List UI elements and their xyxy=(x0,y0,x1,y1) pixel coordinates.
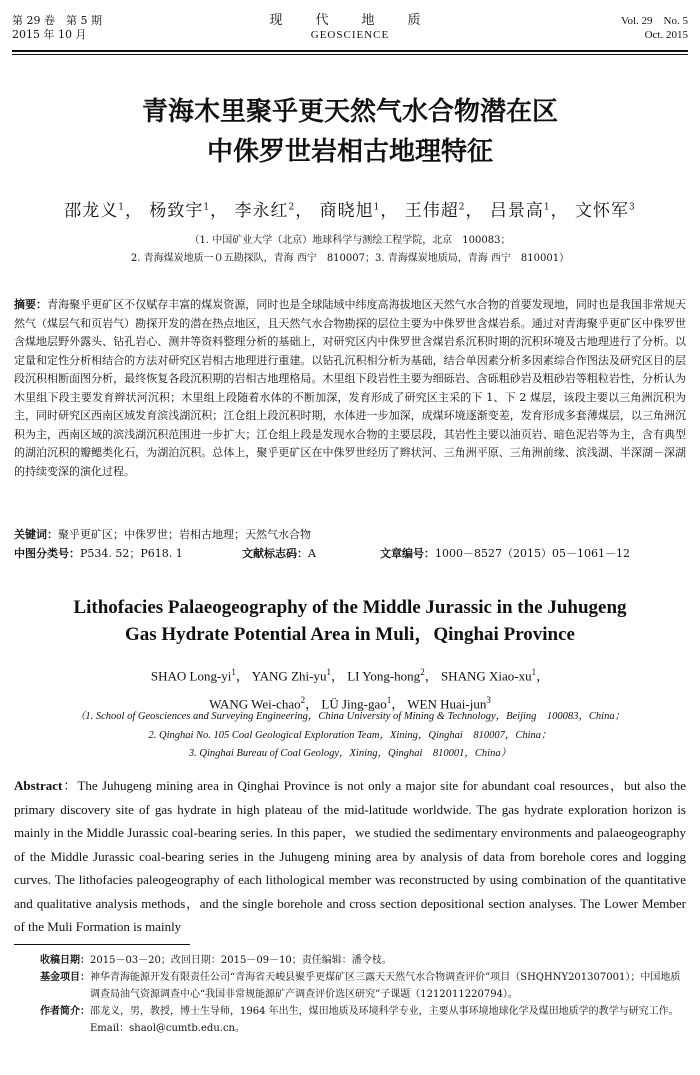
title-en-line: Gas Hydrate Potential Area in Muli，Qinghai Province xyxy=(124,624,575,645)
footnote-label: 基金项目： xyxy=(40,972,90,983)
keywords-text: 聚乎更矿区；中侏罗世；岩相古地理；天然气水合物 xyxy=(58,528,311,541)
title-cn xyxy=(0,92,700,172)
keywords-cn xyxy=(14,526,686,542)
header-rule-thin xyxy=(12,54,688,55)
doc-code-label: 文献标志码： xyxy=(242,547,308,560)
footnote-funding xyxy=(40,969,682,1003)
volume-issue-cn: 第 29 卷 第 5 期 xyxy=(12,14,102,27)
affiliation-line: 2. 青海煤炭地质一０五勘探队，青海 西宁 810007；3. 青海煤炭地质局，青海 西宁 810001） xyxy=(130,253,570,264)
title-en-line: Lithofacies Palaeogeography of the Middle Jurassic in the Juhugeng xyxy=(73,597,627,618)
doc-code-value: A xyxy=(308,547,316,560)
clc-value: P534. 52；P618. 1 xyxy=(80,547,183,560)
author-affil-mark: 1 xyxy=(203,202,211,213)
title-cn-line: 中侏罗世岩相古地理特征 xyxy=(206,137,493,167)
authors-en-line: SHAO Long-$yi^1$， YANG Zhi-$yu^1$， LI Yong-hong$^2$， SHANG Xiao-$xu^1$， xyxy=(150,667,550,684)
author-name-en: SHANG Xiao-xu xyxy=(440,668,532,684)
keywords-label: 关键词： xyxy=(14,528,58,541)
author-name: 杨致宇 xyxy=(149,201,204,221)
affiliation-line: （1. 中国矿业大学（北京）地球科学与测绘工程学院，北京 100083； xyxy=(189,235,511,246)
abstract-cn-text: 青海聚乎更矿区不仅赋存丰富的煤炭资源，同时也是全球陆域中纬度高海拔地区天然气水合物的首要发现地，同时也是我国非常规天然气（煤层气和页岩气）勘探开发的潜在热点地区，且天然气水合物勘探的层位主要为中侏罗世含煤岩系。通过对青海聚乎更矿区中侏罗世含煤地层野外露头、钻孔岩心、测井等资料整理分析的基础上，对研究区内中侏罗世含煤岩系沉积时期的沉积环境及古地理进行了分析。以定量和定性分析相结合的方法对研究区岩相古地理进行重建。以钻孔沉积相分析为基础，结合单因素分析多因素综合作图法及研究区目的层段沉积相断面图分析，最终恢复各段沉积期的岩相古地理格局。木里组下段岩性主要为细砾岩、含砾粗砂岩及粗砂岩等粗粒岩性，分析认为木里组下段主要发育辫状河沉积；木里组上段随着水体的不断加深，发育形成了研究区主采的下 1、下 2 煤层，该段主要以三角洲沉积为主，同时研究区西南区域发育滨浅湖沉积；江仓组上段沉积时期，水体进一步加深，成煤环境逐渐变差，发育形成多套薄煤层，以三角洲沉积为主，西南区域的滨浅湖沉积范围进一步扩大；江仓组上段是发现水合物的主要层段，其岩性主要以油页岩、暗色泥岩等为主，含有典型的湖泊沉积的瓣鳃类化石，为湖泊沉积。总体上，聚乎更矿区在中侏罗世经历了辫状河、三角洲平原、三角洲前缘、滨浅湖、半深湖－深湖的持续变深的演化过程。 xyxy=(14,298,687,478)
author-name: 商晓旭 xyxy=(319,201,374,221)
author-name-en: SHAO Long-yi xyxy=(150,668,232,684)
author-affil-mark: 2 xyxy=(300,695,306,706)
abstract-en xyxy=(14,774,686,939)
author-name-en: WEN Huai-jun xyxy=(407,696,487,712)
author-affil-mark: 1 xyxy=(373,202,381,213)
affiliations-en xyxy=(0,708,700,764)
author-affil-mark: 2 xyxy=(458,202,466,213)
affiliation-en-line: 3. Qinghai Bureau of Coal Geology，Xining，Qinghai 810001，China） xyxy=(188,748,512,759)
footnote-text: 邵龙义，男，教授，博士生导师，1964 年出生，煤田地质及环境科学专业，主要从事环境地球化学及煤田地质学的教学与研究工作。Email：shaol@cumtb.edu.cn。 xyxy=(90,1006,679,1034)
clc-number xyxy=(14,545,183,561)
footnote-text: 2015－03－20；改回日期：2015－09－10；责任编辑：潘令枝。 xyxy=(90,955,392,966)
author-name: 邵龙义 xyxy=(64,201,119,221)
author-affil-mark: 1 xyxy=(386,695,392,706)
footnote-text: 神华青海能源开发有限责任公司“青海省天峻县聚乎更煤矿区三露天天然气水合物调查评价”项目（SHQHNY201307001）；中国地质调查局油气资源调查中心“我国非常规能源矿产调查评价选区研究”子课题（1212011220794）。 xyxy=(90,972,681,1000)
author-name-en: LI Yong-hong xyxy=(347,668,421,684)
clc-label: 中图分类号： xyxy=(14,547,80,560)
journal-name-en: GEOSCIENCE xyxy=(310,29,390,41)
title-cn-line: 青海木里聚乎更天然气水合物潜在区 xyxy=(141,97,558,127)
abstract-en-label: Abstract xyxy=(14,778,63,793)
affiliation-en-line: （1. School of Geosciences and Surveying Engineering，China University of Mining & Technology，Beijing 100083，China； xyxy=(74,711,626,722)
header-right xyxy=(621,14,688,42)
article-number-value: 1000－8527（2015）05－1061－12 xyxy=(435,547,630,560)
author-name: 文怀军 xyxy=(575,201,630,221)
authors-cn: 邵龙义$^1$， 杨致宇$^1$， 李永红$^2$， 商晓旭$^1$， 王伟超$^2$， 吕景高$^1$， 文怀军$^3$ xyxy=(64,201,636,221)
classification-line xyxy=(14,545,686,561)
journal-name-cn: 现 代 地 质 xyxy=(269,13,431,28)
article-number xyxy=(380,545,630,561)
author-affil-mark: 1 xyxy=(231,667,236,677)
abstract-cn xyxy=(14,296,686,481)
abstract-en-text: ：The Juhugeng mining area in Qinghai Province is not only a major site for abundant coal resources，but also the primary discovery site of gas hydrate in high plateau of the mid-latitude worldwide. The gas hydrate exploration horizon is mainly in the Middle Jurassic coal-bearing series. In this paper，we studied the sedimentary environments and palaeogeography of the Middle Jurassic coal-bearing series in the Juhugeng mining area by analysis of data from borehole cores and logging curves. The lithofacies paleogeography of each lithological member was reconstructed by using combination of the quantitative and qualitative analysis methods，and the single borehole and cross section depositional section analyses. The Lower Member of the Muli Formation is mainly xyxy=(14,778,686,934)
author-name-en: LÜ Jing-gao xyxy=(321,696,387,712)
running-header xyxy=(12,14,688,50)
header-center xyxy=(12,14,688,42)
author-affil-mark: 2 xyxy=(420,667,425,677)
author-affil-mark: 1 xyxy=(118,202,125,213)
footnote-author-bio xyxy=(40,1003,682,1037)
author-affil-mark: 1 xyxy=(543,202,551,213)
author-name: 王伟超 xyxy=(404,201,459,221)
title-en xyxy=(0,594,700,648)
author-affil-mark: 1 xyxy=(531,667,537,677)
author-affil-mark: 2 xyxy=(288,202,296,213)
footnote-label: 作者简介： xyxy=(40,1006,90,1017)
date-en: Oct. 2015 xyxy=(644,29,688,41)
author-name: 李永红 xyxy=(234,201,289,221)
author-affil-mark: 3 xyxy=(486,695,491,706)
footnote-received xyxy=(40,952,682,969)
author-affil-mark: 1 xyxy=(326,667,331,677)
affiliation-en-line: 2. Qinghai No. 105 Coal Geological Exploration Team，Xining，Qinghai 810007，China； xyxy=(148,729,552,741)
article-number-label: 文章编号： xyxy=(380,547,435,560)
affiliations-cn xyxy=(0,232,700,268)
authors-en-line: WANG Wei-chao$^2$， LÜ Jing-gao$^1$， WEN Huai-jun$^3$ xyxy=(209,695,491,712)
header-rule-thick xyxy=(12,50,688,52)
abstract-cn-label: 摘要： xyxy=(14,298,48,311)
volume-issue-en: Vol. 29 No. 5 xyxy=(620,15,688,27)
document-code xyxy=(242,545,316,561)
author-name-en: YANG Zhi-yu xyxy=(251,668,327,684)
footnote-label: 收稿日期： xyxy=(40,955,90,966)
author-affil-mark: 3 xyxy=(629,202,636,213)
author-name: 吕景高 xyxy=(489,201,544,221)
author-name-en: WANG Wei-chao xyxy=(209,696,301,712)
footnote-rule xyxy=(14,944,190,945)
footnotes xyxy=(40,952,682,1037)
date-cn: 2015 年 10 月 xyxy=(12,28,87,41)
